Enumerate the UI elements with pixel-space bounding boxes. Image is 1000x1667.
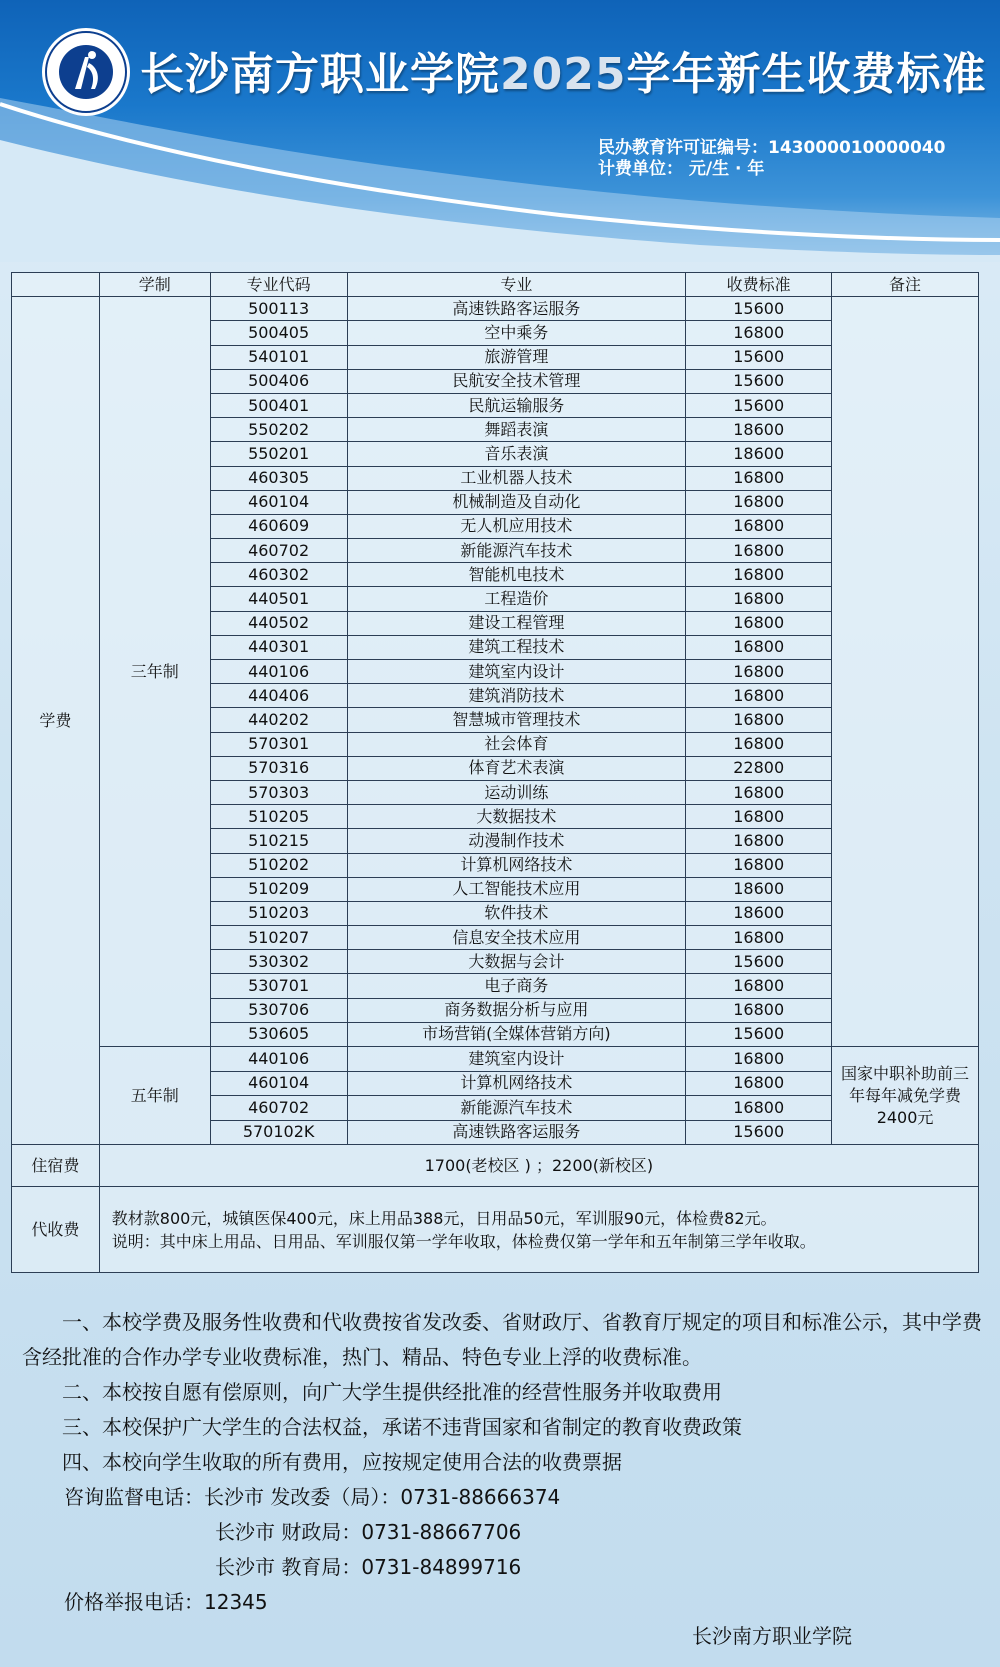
- major-code-cell: 530302: [210, 950, 347, 974]
- page-title: [140, 38, 986, 102]
- fee-table: [11, 272, 979, 1273]
- major-name-cell: 新能源汽车技术: [347, 539, 686, 563]
- fee-cell: 16800: [686, 490, 832, 514]
- major-code-cell: 440406: [210, 684, 347, 708]
- major-name-cell: 商务数据分析与应用: [347, 998, 686, 1022]
- major-code-cell: 510207: [210, 926, 347, 950]
- major-name-cell: 动漫制作技术: [347, 829, 686, 853]
- major-name-cell: 智慧城市管理技术: [347, 708, 686, 732]
- major-code-cell: 460302: [210, 563, 347, 587]
- collection-label: 代收费: [12, 1187, 100, 1273]
- major-name-cell: 建筑工程技术: [347, 635, 686, 659]
- fee-cell: 15600: [686, 369, 832, 393]
- major-code-cell: 460609: [210, 514, 347, 538]
- major-code-cell: 550201: [210, 442, 347, 466]
- header-fee: 收费标准: [686, 273, 832, 297]
- major-code-cell: 460104: [210, 490, 347, 514]
- supervision-phone-ndrc: 咨询监督电话：长沙市 发改委（局）：0731-88666374: [64, 1485, 561, 1509]
- major-code-cell: 570301: [210, 732, 347, 756]
- major-name-cell: 新能源汽车技术: [347, 1096, 686, 1121]
- fee-cell: 16800: [686, 611, 832, 635]
- fee-cell: 15600: [686, 950, 832, 974]
- major-code-cell: 500401: [210, 393, 347, 417]
- major-code-cell: 500405: [210, 321, 347, 345]
- three-year-label: 三年制: [99, 297, 210, 1047]
- fee-cell: 22800: [686, 756, 832, 780]
- collection-line-1: 教材款800元，城镇医保400元，床上用品388元，日用品50元，军训服90元，体检费82元。: [111, 1208, 777, 1228]
- major-name-cell: 机械制造及自动化: [347, 490, 686, 514]
- major-name-cell: 体育艺术表演: [347, 756, 686, 780]
- fee-cell: 18600: [686, 877, 832, 901]
- fee-cell: 15600: [686, 393, 832, 417]
- tuition-label: 学费: [12, 297, 100, 1145]
- major-name-cell: 空中乘务: [347, 321, 686, 345]
- fee-cell: 16800: [686, 684, 832, 708]
- major-code-cell: 440502: [210, 611, 347, 635]
- fee-cell: 16800: [686, 780, 832, 804]
- accommodation-value: 1700(老校区 ) ；2200(新校区): [99, 1145, 978, 1187]
- license-number: 民办教育许可证编号：143000010000040: [598, 138, 946, 158]
- header-major: 专业: [347, 273, 686, 297]
- major-code-cell: 570316: [210, 756, 347, 780]
- major-name-cell: 市场营销(全媒体营销方向): [347, 1022, 686, 1046]
- major-code-cell: 510202: [210, 853, 347, 877]
- major-code-cell: 510215: [210, 829, 347, 853]
- billing-unit: 计费单位： 元/生 · 年: [598, 159, 765, 179]
- supervision-phone-finance: 长沙市 财政局：0731-88667706: [215, 1520, 522, 1544]
- title-tail: 学年新生收费标准: [626, 49, 987, 100]
- license-info: [598, 138, 945, 180]
- major-name-cell: 高速铁路客运服务: [347, 1120, 686, 1145]
- fee-cell: 18600: [686, 901, 832, 925]
- fee-cell: 16800: [686, 732, 832, 756]
- major-name-cell: 信息安全技术应用: [347, 926, 686, 950]
- major-name-cell: 建设工程管理: [347, 611, 686, 635]
- price-report-phone: 价格举报电话：12345: [64, 1590, 268, 1614]
- supervision-phone-education: 长沙市 教育局：0731-84899716: [215, 1555, 522, 1579]
- major-name-cell: 运动训练: [347, 780, 686, 804]
- major-name-cell: 建筑室内设计: [347, 1047, 686, 1072]
- fee-cell: 16800: [686, 974, 832, 998]
- five-year-label: 五年制: [99, 1047, 210, 1145]
- major-name-cell: 社会体育: [347, 732, 686, 756]
- fee-cell: 16800: [686, 514, 832, 538]
- fee-cell: 16800: [686, 1047, 832, 1072]
- major-code-cell: 510205: [210, 805, 347, 829]
- fee-cell: 16800: [686, 587, 832, 611]
- major-name-cell: 软件技术: [347, 901, 686, 925]
- major-code-cell: 440106: [210, 660, 347, 684]
- signature-college: 长沙南方职业学院: [692, 1624, 852, 1648]
- table-row: [12, 297, 979, 321]
- five-year-remark: 国家中职补助前三年每年减免学费2400元: [832, 1047, 979, 1145]
- major-code-cell: 570102K: [210, 1120, 347, 1145]
- major-code-cell: 550202: [210, 418, 347, 442]
- fee-cell: 15600: [686, 1120, 832, 1145]
- major-name-cell: 计算机网络技术: [347, 853, 686, 877]
- fee-cell: 15600: [686, 1022, 832, 1046]
- note-item-3: 三、本校保护广大学生的合法权益，承诺不违背国家和省制定的教育收费政策: [62, 1415, 742, 1439]
- major-name-cell: 大数据技术: [347, 805, 686, 829]
- major-name-cell: 建筑室内设计: [347, 660, 686, 684]
- header-code: 专业代码: [210, 273, 347, 297]
- note-item-2: 二、本校按自愿有偿原则，向广大学生提供经批准的经营性服务并收取费用: [62, 1380, 722, 1404]
- major-code-cell: 460702: [210, 539, 347, 563]
- fee-cell: 15600: [686, 297, 832, 321]
- fee-cell: 16800: [686, 635, 832, 659]
- note-item-1: 一、本校学费及服务性收费和代收费按省发改委、省财政厅、省教育厅规定的项目和标准公示，其中学费含经批准的合作办学专业收费标准，热门、精品、特色专业上浮的收费标准。: [22, 1310, 982, 1369]
- fee-cell: 16800: [686, 998, 832, 1022]
- collection-line-2: 说明：其中床上用品、日用品、军训服仅第一学年收取，体检费仅第一学年和五年制第三学年收取。: [111, 1231, 816, 1251]
- major-name-cell: 建筑消防技术: [347, 684, 686, 708]
- major-code-cell: 440202: [210, 708, 347, 732]
- fee-cell: 16800: [686, 805, 832, 829]
- title-main: 长沙南方职业学院: [140, 49, 500, 100]
- table-row: [12, 1047, 979, 1072]
- collection-value: [99, 1187, 978, 1273]
- major-code-cell: 570303: [210, 780, 347, 804]
- major-code-cell: 530605: [210, 1022, 347, 1046]
- remark-cell-three-year: [832, 297, 979, 1047]
- fee-cell: 18600: [686, 418, 832, 442]
- major-name-cell: 高速铁路客运服务: [347, 297, 686, 321]
- major-code-cell: 460702: [210, 1096, 347, 1121]
- major-name-cell: 民航运输服务: [347, 393, 686, 417]
- major-code-cell: 510203: [210, 901, 347, 925]
- fee-cell: 16800: [686, 539, 832, 563]
- major-code-cell: 530701: [210, 974, 347, 998]
- header-system: 学制: [99, 273, 210, 297]
- fee-cell: 16800: [686, 321, 832, 345]
- major-name-cell: 舞蹈表演: [347, 418, 686, 442]
- fee-cell: 16800: [686, 1071, 832, 1096]
- major-name-cell: 音乐表演: [347, 442, 686, 466]
- header-banner: [0, 0, 1000, 262]
- fee-cell: 15600: [686, 345, 832, 369]
- major-code-cell: 440301: [210, 635, 347, 659]
- fee-cell: 16800: [686, 708, 832, 732]
- header-remark: 备注: [832, 273, 979, 297]
- collection-row: [12, 1187, 979, 1273]
- header-blank-cell: [12, 273, 100, 297]
- fee-cell: 16800: [686, 853, 832, 877]
- note-item-4: 四、本校向学生收取的所有费用，应按规定使用合法的收费票据: [62, 1450, 622, 1474]
- fee-cell: 16800: [686, 466, 832, 490]
- major-name-cell: 无人机应用技术: [347, 514, 686, 538]
- major-name-cell: 工业机器人技术: [347, 466, 686, 490]
- major-name-cell: 智能机电技术: [347, 563, 686, 587]
- fee-cell: 16800: [686, 660, 832, 684]
- fee-cell: 16800: [686, 1096, 832, 1121]
- major-name-cell: 人工智能技术应用: [347, 877, 686, 901]
- major-code-cell: 460104: [210, 1071, 347, 1096]
- major-code-cell: 460305: [210, 466, 347, 490]
- accommodation-row: [12, 1145, 979, 1187]
- notes-section: [22, 1305, 982, 1620]
- accommodation-label: 住宿费: [12, 1145, 100, 1187]
- major-name-cell: 计算机网络技术: [347, 1071, 686, 1096]
- title-year: 2025: [500, 49, 627, 100]
- fee-cell: 16800: [686, 829, 832, 853]
- fee-cell: 16800: [686, 563, 832, 587]
- major-code-cell: 440106: [210, 1047, 347, 1072]
- fee-cell: 18600: [686, 442, 832, 466]
- major-code-cell: 440501: [210, 587, 347, 611]
- major-name-cell: 大数据与会计: [347, 950, 686, 974]
- major-code-cell: 530706: [210, 998, 347, 1022]
- major-name-cell: 电子商务: [347, 974, 686, 998]
- fee-cell: 16800: [686, 926, 832, 950]
- major-code-cell: 500113: [210, 297, 347, 321]
- major-code-cell: 540101: [210, 345, 347, 369]
- college-logo: [42, 28, 130, 116]
- major-code-cell: 510209: [210, 877, 347, 901]
- major-name-cell: 工程造价: [347, 587, 686, 611]
- major-name-cell: 旅游管理: [347, 345, 686, 369]
- table-header-row: [12, 273, 979, 297]
- major-name-cell: 民航安全技术管理: [347, 369, 686, 393]
- major-code-cell: 500406: [210, 369, 347, 393]
